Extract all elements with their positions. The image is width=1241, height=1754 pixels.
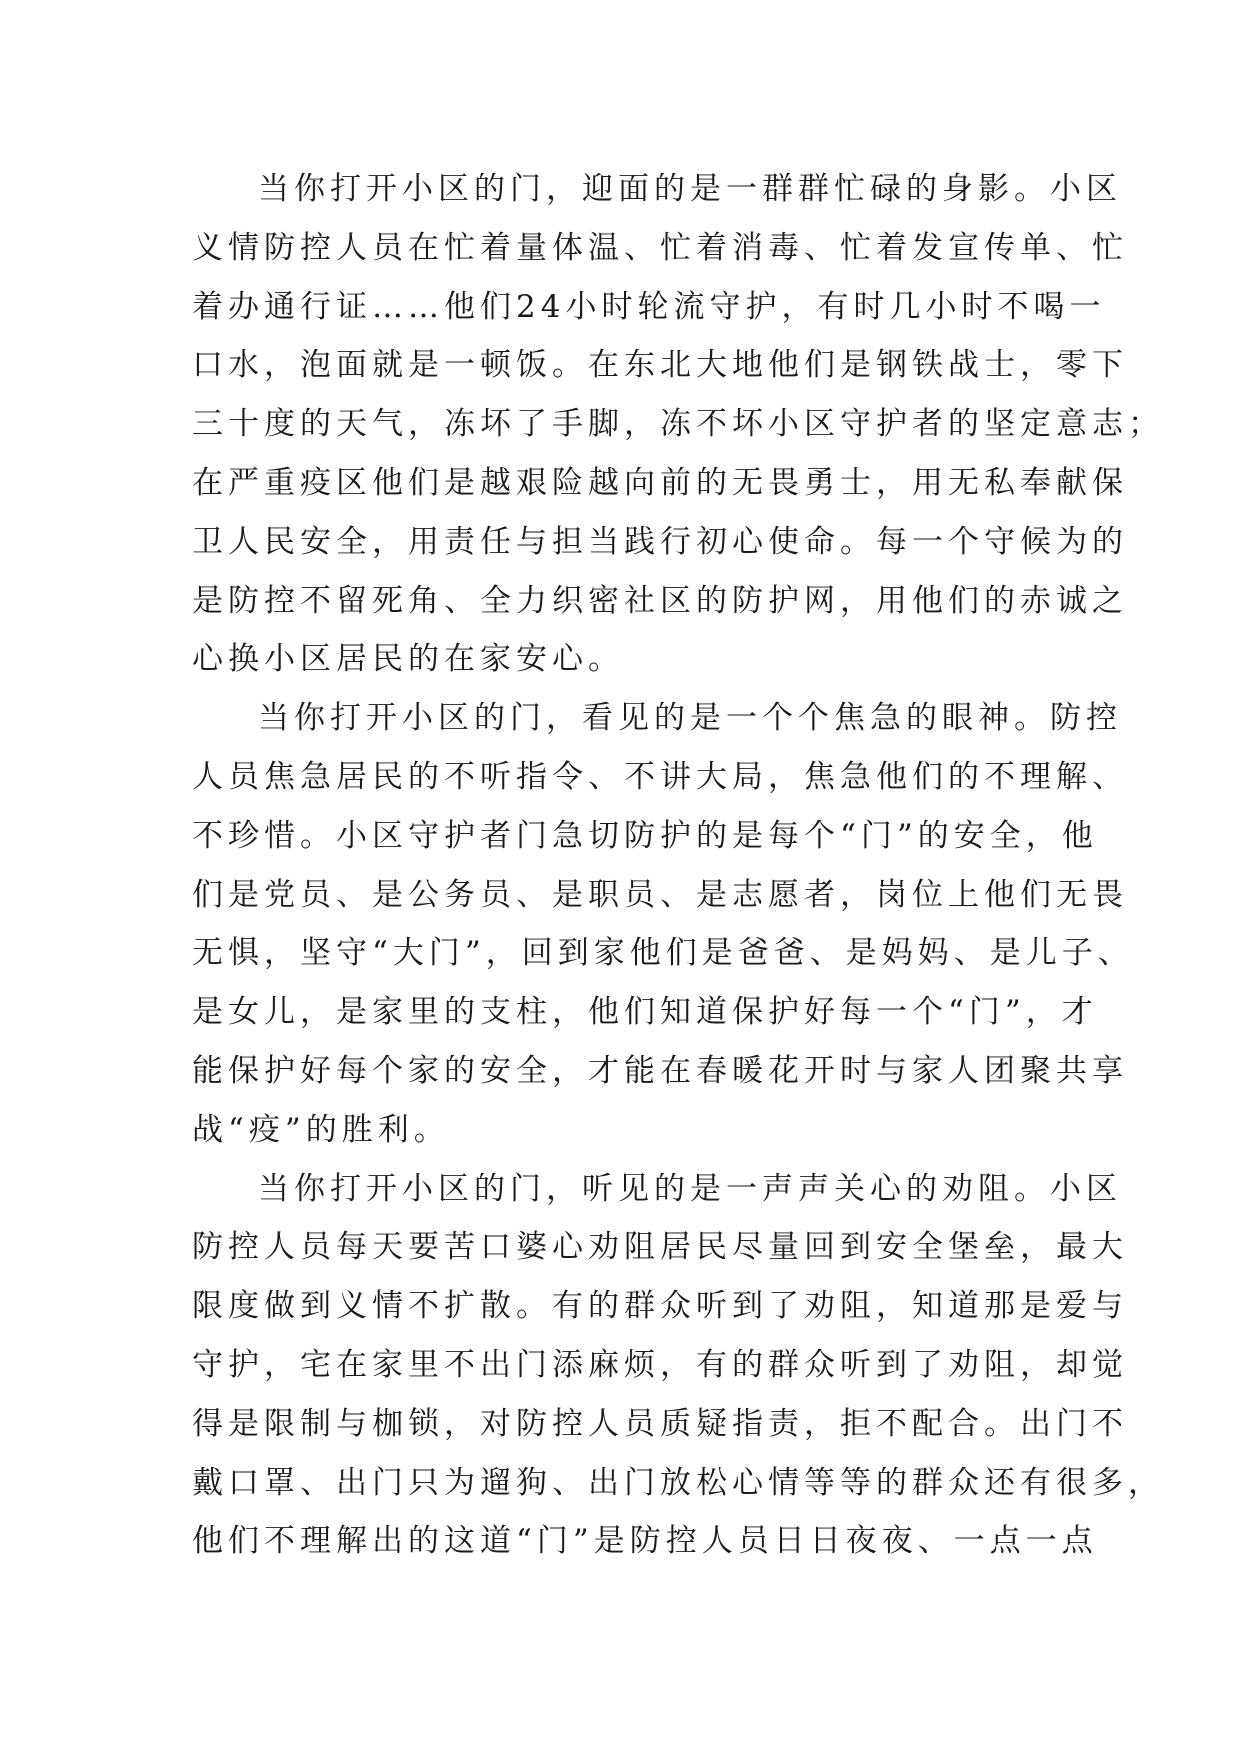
text-line: 在严重疫区他们是越艰险越向前的无畏勇士，用无私奉献保 — [192, 464, 1128, 501]
text-line: 不珍惜。小区守护者门急切防护的是每个“门”的安全，他 — [192, 817, 1098, 854]
text-line: 守护，宅在家里不出门添麻烦，有的群众听到了劝阻，却觉 — [192, 1346, 1128, 1383]
text-line: 着办通行证……他们24小时轮流守护，有时几小时不喝一 — [192, 288, 1106, 325]
paragraph-2 — [192, 689, 1134, 1159]
paragraph-3 — [192, 1160, 1164, 1572]
body-text — [192, 160, 1164, 1571]
text-line: 义情防控人员在忙着量体温、忙着消毒、忙着发宣传单、忙 — [192, 229, 1128, 266]
text-line: 能保护好每个家的安全，才能在春暖花开时与家人团聚共享 — [192, 1052, 1128, 1089]
text-line: 是女儿，是家里的支柱，他们知道保护好每一个“门”，才 — [192, 994, 1098, 1031]
text-line: 限度做到义情不扩散。有的群众听到了劝阻，知道那是爱与 — [192, 1288, 1128, 1325]
text-line: 他们不理解出的这道“门”是防控人员日日夜夜、一点一点 — [192, 1523, 1098, 1560]
text-line: 心换小区居民的在家安心。 — [192, 641, 624, 678]
text-line: 是防控不留死角、全力织密社区的防护网，用他们的赤诚之 — [192, 582, 1128, 619]
text-line: 战“疫”的胜利。 — [192, 1111, 450, 1148]
text-line: 口水，泡面就是一顿饭。在东北大地他们是钢铁战士，零下 — [192, 347, 1128, 384]
text-line: 无惧，坚守“大门”，回到家他们是爸爸、是妈妈、是儿子、 — [192, 935, 1134, 972]
text-line: 戴口罩、出门只为遛狗、出门放松心情等等的群众还有很多， — [192, 1464, 1164, 1501]
text-line: 当你打开小区的门，听见的是一声声关心的劝阻。小区 — [258, 1170, 1122, 1207]
text-line: 三十度的天气，冻坏了手脚，冻不坏小区守护者的坚定意志； — [192, 406, 1164, 443]
text-line: 得是限制与枷锁，对防控人员质疑指责，拒不配合。出门不 — [192, 1405, 1128, 1442]
text-line: 当你打开小区的门，看见的是一个个焦急的眼神。防控 — [258, 700, 1122, 737]
text-line: 们是党员、是公务员、是职员、是志愿者，岗位上他们无畏 — [192, 876, 1128, 913]
text-line: 人员焦急居民的不听指令、不讲大局，焦急他们的不理解、 — [192, 758, 1128, 795]
paragraph-1 — [192, 160, 1164, 689]
text-line: 防控人员每天要苦口婆心劝阻居民尽量回到安全堡垒，最大 — [192, 1229, 1128, 1266]
text-line: 当你打开小区的门，迎面的是一群群忙碌的身影。小区 — [258, 171, 1122, 207]
text-line: 卫人民安全，用责任与担当践行初心使命。每一个守候为的 — [192, 523, 1128, 560]
